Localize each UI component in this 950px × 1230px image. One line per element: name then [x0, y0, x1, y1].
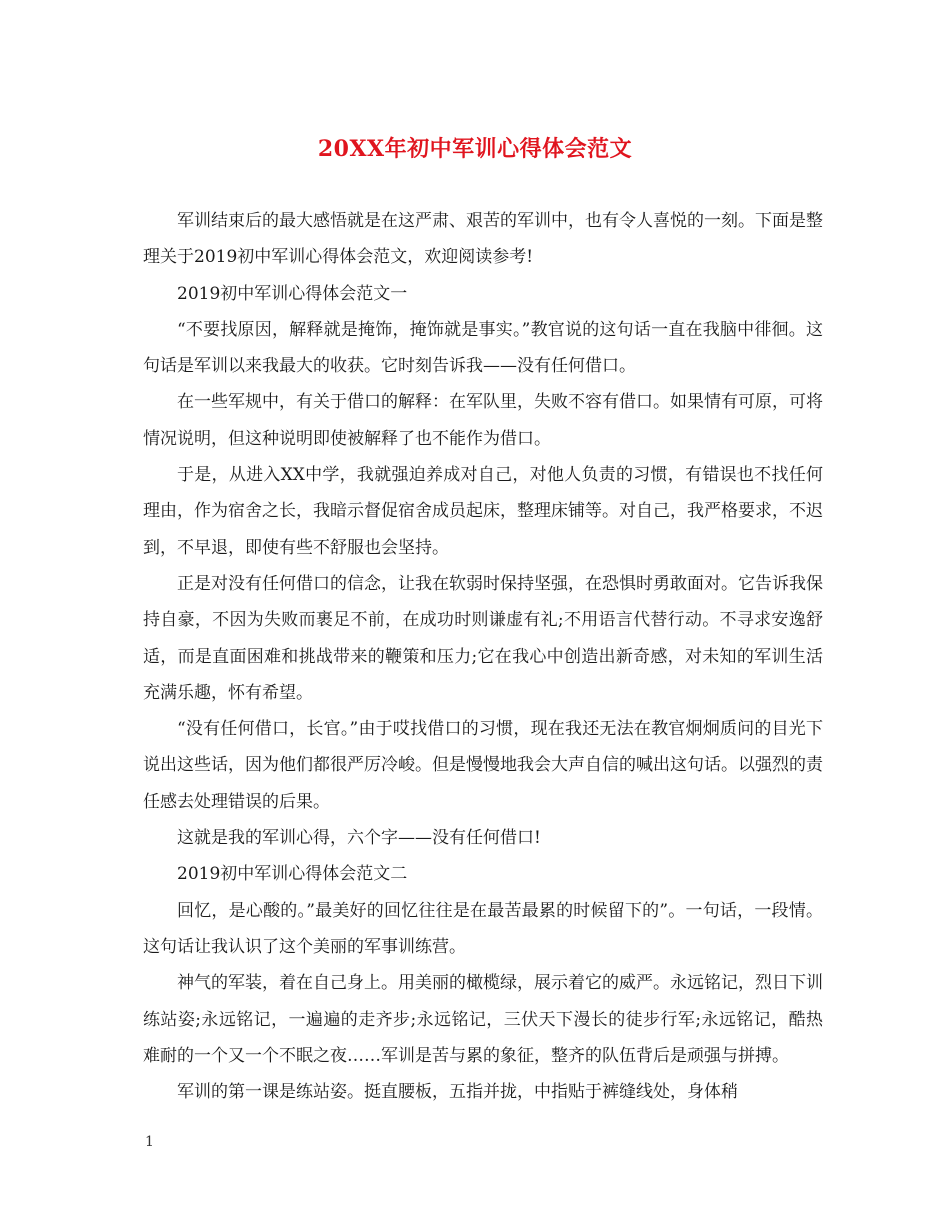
- section-heading: 2019初中军训心得体会范文二: [177, 864, 408, 885]
- section-heading: 2019初中军训心得体会范文一: [177, 283, 408, 304]
- paragraph: 于是，从进入XX中学，我就强迫养成对自己，对他人负责的习惯，有错误也不找任何理由，作为宿舍之长，我暗示督促宿舍成员起床，整理床铺等。对自己，我严格要求，不迟到，不早退，即使有些不舒服也会坚持。: [143, 465, 823, 558]
- document-title: 20XX年初中军训心得体会范文: [317, 136, 633, 162]
- paragraph: “不要找原因，解释就是掩饰，掩饰就是事实。”教官说的这句话一直在我脑中徘徊。这句话是军训以来我最大的收获。它时刻告诉我——没有任何借口。: [143, 319, 823, 377]
- paragraph: 军训结束后的最大感悟就是在这严肃、艰苦的军训中，也有令人喜悦的一刻。下面是整理关于2019初中军训心得体会范文，欢迎阅读参考!: [143, 211, 823, 268]
- page-number: 1: [145, 1134, 154, 1150]
- paragraph: 正是对没有任何借口的信念，让我在软弱时保持坚强，在恐惧时勇敢面对。它告诉我保持自豪，不因为失败而裹足不前，在成功时则谦虚有礼;不用语言代替行动。不寻求安逸舒适，而是直面困难和挑战带来的鞭策和压力;它在我心中创造出新奇感，对未知的军训生活充满乐趣，怀有希望。: [143, 573, 823, 703]
- paragraph: 回忆，是心酸的。”最美好的回忆往往是在最苦最累的时候留下的”。一句话，一段情。这句话让我认识了这个美丽的军事训练营。: [143, 900, 823, 957]
- paragraph: 神气的军装，着在自己身上。用美丽的橄榄绿，展示着它的威严。永远铭记，烈日下训练站姿;永远铭记，一遍遍的走齐步;永远铭记，三伏天下漫长的徒步行军;永远铭记，酷热难耐的一个又一个不眠之夜……军训是苦与累的象征，整齐的队伍背后是顽强与拼搏。: [143, 973, 823, 1066]
- document-body: [143, 203, 823, 1110]
- paragraph: 军训的第一课是练站姿。挺直腰板，五指并拢，中指贴于裤缝线处，身体稍: [177, 1082, 738, 1103]
- paragraph: 在一些军规中，有关于借口的解释：在军队里，失败不容有借口。如果情有可原，可将情况说明，但这种说明即使被解释了也不能作为借口。: [143, 392, 823, 449]
- paragraph: “没有任何借口，长官。”由于哎找借口的习惯，现在我还无法在教官炯炯质问的目光下说出这些话，因为他们都很严厉冷峻。但是慢慢地我会大声自信的喊出这句话。以强烈的责任感去处理错误的后果。: [143, 719, 823, 812]
- paragraph: 这就是我的军训心得，六个字——没有任何借口!: [177, 828, 541, 849]
